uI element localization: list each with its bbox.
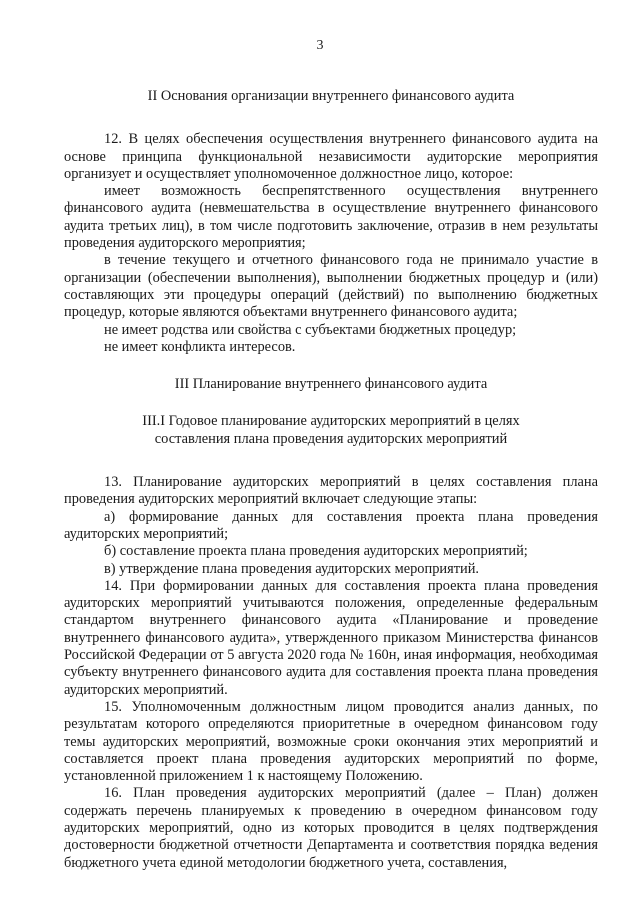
paragraph-16: 16. План проведения аудиторских мероприятий (далее – План) должен содержать перечень планируемых к проведению в очередном финансовом году аудиторских мероприятий, одно из которых проводится в целях подтверждения достоверности бюджетной отчетности Департамента и соответствия порядка ведения бюджетного учета единой методологии бюджетного учета, составления,: [64, 785, 598, 871]
paragraph-15: 15. Уполномоченным должностным лицом проводится анализ данных, по результатам которого определяются приоритетные в очередном финансовом году темы аудиторских мероприятий, возможные сроки окончания этих мероприятий и составляется проект плана проведения аудиторских мероприятий по форме, установленной приложением 1 к настоящему Положению.: [64, 698, 598, 785]
paragraph-14: 14. При формировании данных для составления проекта плана проведения аудиторских мероприятий учитываются положения, определенные федеральным стандартом внутреннего финансового аудита «Планирование и проведение внутреннего финансового аудита», утвержденного приказом Министерства финансов Российской Федерации от 5 августа 2020 года № 160н, иная информация, необходимая субъекту внутреннего финансового аудита для составления проекта плана проведения аудиторских мероприятий.: [64, 577, 598, 698]
section-3-heading: III Планирование внутреннего финансового аудита: [174, 376, 488, 393]
paragraph-13-item-a: а) формирование данных для составления проекта плана проведения аудиторских мероприятий;: [64, 508, 598, 542]
section-2-heading: II Основания организации внутреннего финансового аудита: [147, 88, 515, 104]
paragraph-13-item-b: б) составление проекта плана проведения аудиторских мероприятий;: [104, 543, 528, 560]
paragraph-13: 13. Планирование аудиторских мероприятий в целях составления плана проведения аудиторских мероприятий включает следующие этапы:: [64, 474, 598, 508]
paragraph-12-item-2: в течение текущего и отчетного финансового года не принимало участие в организации (обеспечении выполнения), выполнении бюджетных процедур и (или) составляющих эти процедуры операций (действий) по выполнению бюджетных процедур, которые являются объектами внутреннего финансового аудита;: [64, 252, 598, 321]
page-number: 3: [316, 38, 324, 53]
paragraph-13-item-c: в) утверждение плана проведения аудиторских мероприятий.: [104, 560, 480, 577]
paragraph-12-item-1: имеет возможность беспрепятственного осуществления внутреннего финансового аудита (невмешательства в осуществление внутреннего финансового аудита третьих лиц), в том числе подготовить заключение, отразив в нем результаты проведения аудиторского мероприятия;: [64, 183, 598, 252]
paragraph-12-item-4: не имеет конфликта интересов.: [104, 338, 296, 355]
section-3-1-heading-line-2: составления плана проведения аудиторских мероприятий: [154, 430, 508, 447]
paragraph-12: 12. В целях обеспечения осуществления внутреннего финансового аудита на основе принципа функциональной независимости аудиторские мероприятия организует и осуществляет уполномоченное должностное лицо, которое:: [64, 131, 598, 182]
document-body: [64, 88, 598, 872]
section-3-1-heading-line-1: III.I Годовое планирование аудиторских мероприятий в целях: [142, 413, 520, 430]
paragraph-12-item-3: не имеет родства или свойства с субъектами бюджетных процедур;: [104, 321, 517, 338]
